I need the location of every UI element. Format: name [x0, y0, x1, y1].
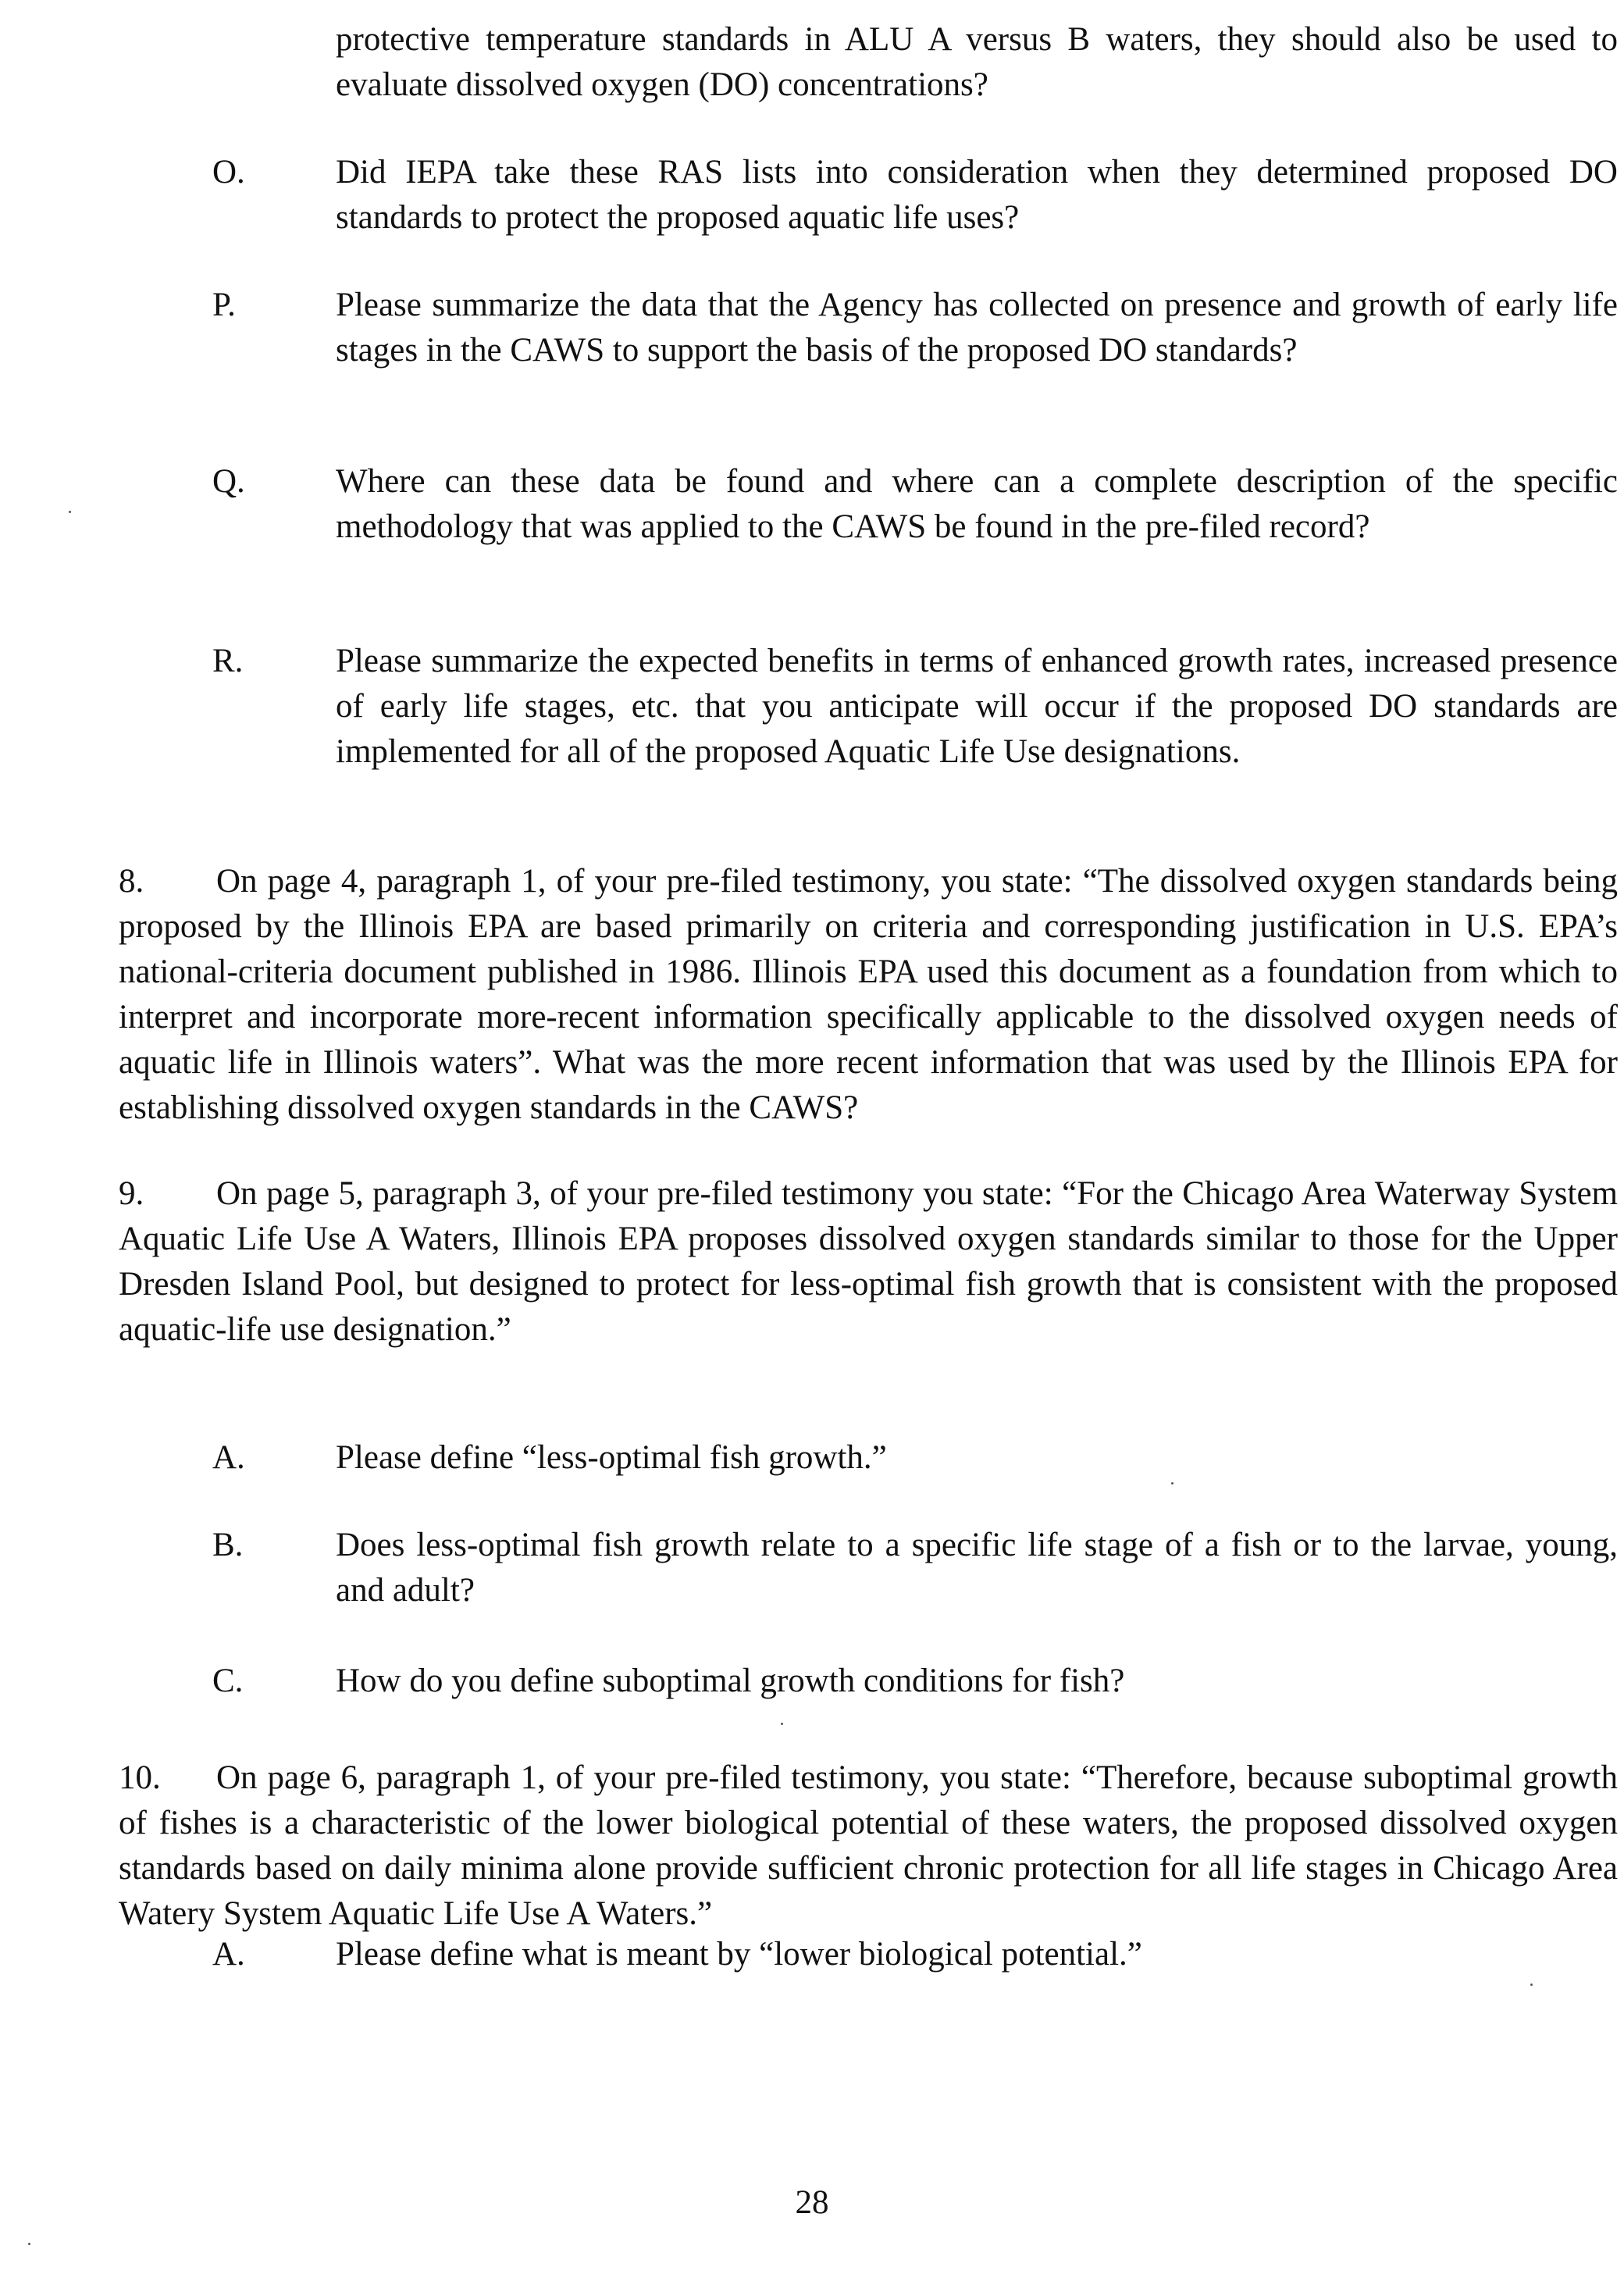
- item-marker: Q.: [212, 463, 245, 500]
- continued-question-text: protective temperature standards in ALU A versus B waters, they should also be used to evaluate dissolved oxygen (DO) concentrations?: [336, 21, 1618, 103]
- item-marker: P.: [212, 287, 236, 323]
- question-text: On page 6, paragraph 1, of your pre-filed testimony, you state: “Therefore, because suboptimal growth of fishes is a characteristic of the lower biological potential of these waters, the proposed dissolved oxygen standards based on daily minima alone provide sufficient chronic protection for all life stages in Chicago Area Watery System Aquatic Life Use A Waters.”: [119, 1759, 1618, 1932]
- item-marker: O.: [212, 154, 245, 191]
- item-text: Where can these data be found and where can a complete description of the specific methodology that was applied to the CAWS be found in the pre-filed record?: [336, 463, 1618, 545]
- item-text: Please summarize the expected benefits in terms of enhanced growth rates, increased presence of early life stages, etc. that you anticipate will occur if the proposed DO standards are implemented for all of the proposed Aquatic Life Use designations.: [336, 643, 1618, 770]
- question-10: [119, 1755, 1618, 1937]
- question-9: [119, 1171, 1618, 1353]
- scan-speck: [69, 511, 71, 513]
- item-text: Please define what is meant by “lower biological potential.”: [336, 1936, 1142, 1973]
- item-text: Does less-optimal fish growth relate to a specific life stage of a fish or to the larvae, young, and adult?: [336, 1527, 1618, 1609]
- item-text: Please summarize the data that the Agency has collected on presence and growth of early life stages in the CAWS to support the basis of the proposed DO standards?: [336, 287, 1618, 369]
- item-marker: A.: [212, 1439, 245, 1476]
- item-text: Did IEPA take these RAS lists into consideration when they determined proposed DO standards to protect the proposed aquatic life uses?: [336, 154, 1618, 236]
- question-8: [119, 859, 1618, 1131]
- item-marker: B.: [212, 1527, 244, 1563]
- item-text: How do you define suboptimal growth conditions for fish?: [336, 1663, 1125, 1699]
- question-text: On page 5, paragraph 3, of your pre-filed testimony you state: “For the Chicago Area Waterway System Aquatic Life Use A Waters, Illinois EPA proposes dissolved oxygen standards similar to those for the Upper Dresden Island Pool, but designed to protect for less-optimal fish growth that is consistent with the proposed aquatic-life use designation.”: [119, 1175, 1618, 1348]
- item-marker: A.: [212, 1936, 245, 1973]
- question-number: 9.: [119, 1175, 144, 1212]
- question-number: 10.: [119, 1759, 161, 1796]
- item-text: Please define “less-optimal fish growth.”: [336, 1439, 887, 1476]
- scan-speck: [1530, 1984, 1533, 1986]
- scan-speck: [1171, 1482, 1173, 1485]
- question-number: 8.: [119, 863, 144, 900]
- question-text: On page 4, paragraph 1, of your pre-filed testimony, you state: “The dissolved oxygen standards being proposed by the Illinois EPA are based primarily on criteria and corresponding justification in U.S. EPA’s national-criteria document published in 1986. Illinois EPA used this document as a foundation from which to interpret and incorporate more-recent information specifically applicable to the dissolved oxygen needs of aquatic life in Illinois waters”. What was the more recent information that was used by the Illinois EPA for establishing dissolved oxygen standards in the CAWS?: [119, 863, 1618, 1126]
- page-number: 28: [795, 2184, 829, 2221]
- scan-speck: [28, 2243, 30, 2245]
- scan-speck: [781, 1723, 783, 1725]
- item-marker: R.: [212, 643, 244, 679]
- item-marker: C.: [212, 1663, 244, 1699]
